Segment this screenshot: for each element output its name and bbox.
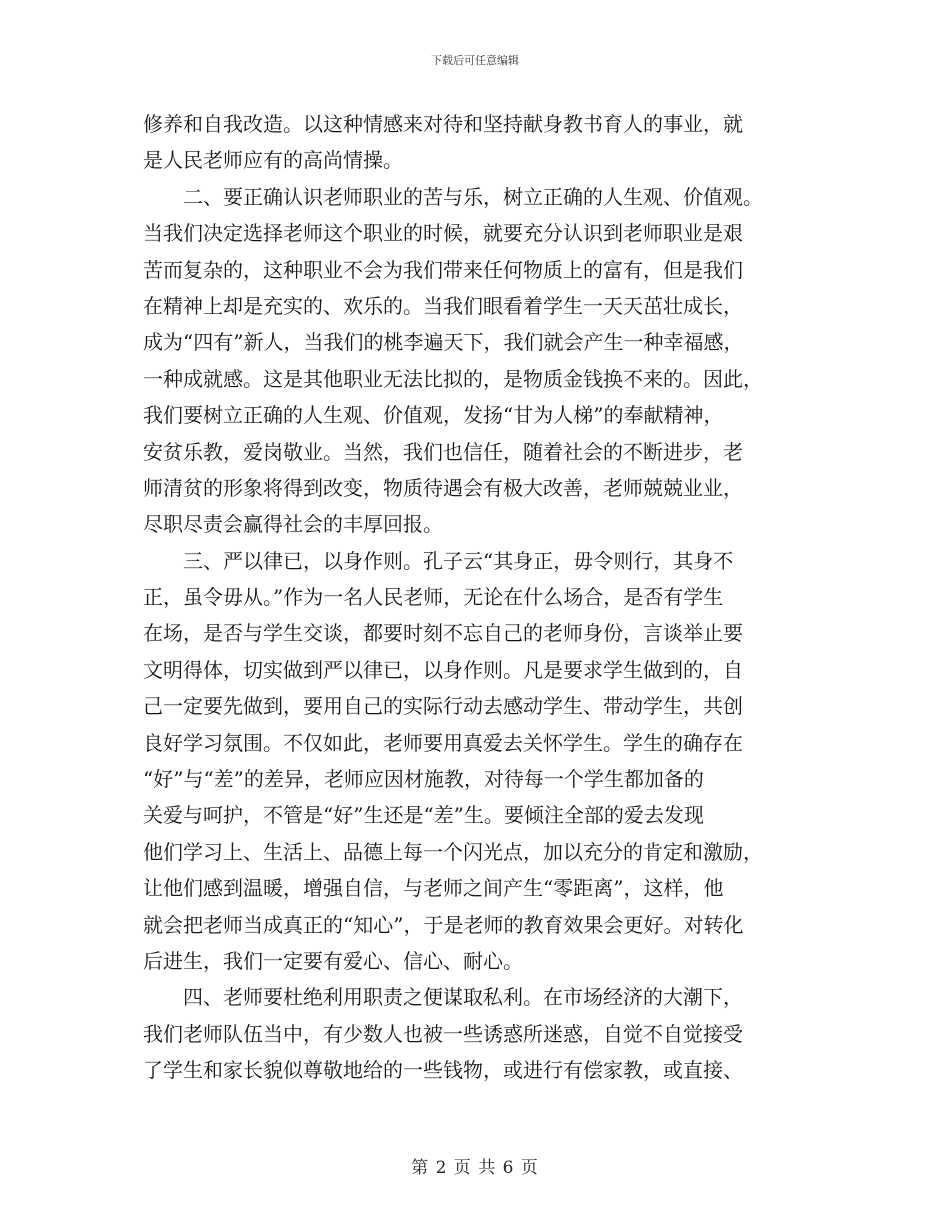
body-line: 后进生，我们一定要有爱心、信心、耐心。 bbox=[143, 948, 523, 973]
body-line: 师清贫的形象将得到改变，物质待遇会有极大改善，老师兢兢业业， bbox=[143, 475, 743, 500]
page-number-footer: 第 2 页 共 6 页 bbox=[411, 1158, 539, 1178]
body-line: 就会把老师当成真正的“知心”，于是老师的教育效果会更好。对转化 bbox=[143, 912, 744, 937]
body-line: 己一定要先做到，要用自己的实际行动去感动学生、带动学生，共创 bbox=[143, 694, 743, 719]
body-line: 一种成就感。这是其他职业无法比拟的，是物质金钱换不来的。因此， bbox=[143, 366, 763, 391]
body-line: 在精神上却是充实的、欢乐的。当我们眼看着学生一天天茁壮成长， bbox=[143, 293, 743, 318]
body-line: 让他们感到温暖，增强自信，与老师之间产生“零距离”，这样，他 bbox=[143, 876, 724, 901]
body-line: 了学生和家长貌似尊敬地给的一些钱物，或进行有偿家教，或直接、 bbox=[143, 1058, 743, 1083]
body-line: 修养和自我改造。以这种情感来对待和坚持献身教书育人的事业，就 bbox=[143, 112, 743, 136]
body-line: 我们要树立正确的人生观、价值观，发扬“甘为人梯”的奉献精神， bbox=[143, 403, 724, 428]
body-line: 在场，是否与学生交谈，都要时刻不忘自己的老师身份，言谈举止要 bbox=[143, 621, 743, 646]
page-header: 下载后可任意编辑 bbox=[431, 54, 519, 67]
body-line: 文明得体，切实做到严以律已，以身作则。凡是要求学生做到的，自 bbox=[143, 657, 743, 682]
body-line: 正，虽令毋从。”作为一名人民老师，无论在什么场合，是否有学生 bbox=[143, 585, 724, 610]
body-line: 他们学习上、生活上、品德上每一个闪光点，加以充分的肯定和激励， bbox=[143, 839, 763, 864]
body-line: 关爱与呵护，不管是“好”生还是“差”生。要倾注全部的爱去发现 bbox=[143, 803, 704, 828]
body-line: 尽职尽责会赢得社会的丰厚回报。 bbox=[143, 512, 443, 537]
body-line: 成为“四有”新人，当我们的桃李遍天下，我们就会产生一种幸福感， bbox=[143, 330, 744, 355]
body-line: 我们老师队伍当中，有少数人也被一些诱惑所迷惑，自觉不自觉接受 bbox=[143, 1021, 743, 1046]
document-body bbox=[143, 106, 813, 1089]
body-line: 当我们决定选择老师这个职业的时候，就要充分认识到老师职业是艰 bbox=[143, 221, 743, 246]
body-line: 二、要正确认识老师职业的苦与乐，树立正确的人生观、价值观。 bbox=[143, 184, 763, 209]
body-line: 苦而复杂的，这种职业不会为我们带来任何物质上的富有，但是我们 bbox=[143, 257, 743, 282]
body-line: 四、老师要杜绝利用职责之便谋取私利。在市场经济的大潮下， bbox=[143, 985, 743, 1010]
body-line: 是人民老师应有的高尚情操。 bbox=[143, 148, 403, 173]
body-line: “好”与“差”的差异，老师应因材施教，对待每一个学生都加备的 bbox=[143, 767, 704, 792]
body-line: 三、严以律已，以身作则。孔子云“其身正，毋令则行，其身不 bbox=[143, 548, 734, 573]
body-line: 安贫乐教，爱岗敬业。当然，我们也信任，随着社会的不断进步，老 bbox=[143, 439, 743, 464]
body-line: 良好学习氛围。不仅如此，老师要用真爱去关怀学生。学生的确存在 bbox=[143, 730, 743, 755]
